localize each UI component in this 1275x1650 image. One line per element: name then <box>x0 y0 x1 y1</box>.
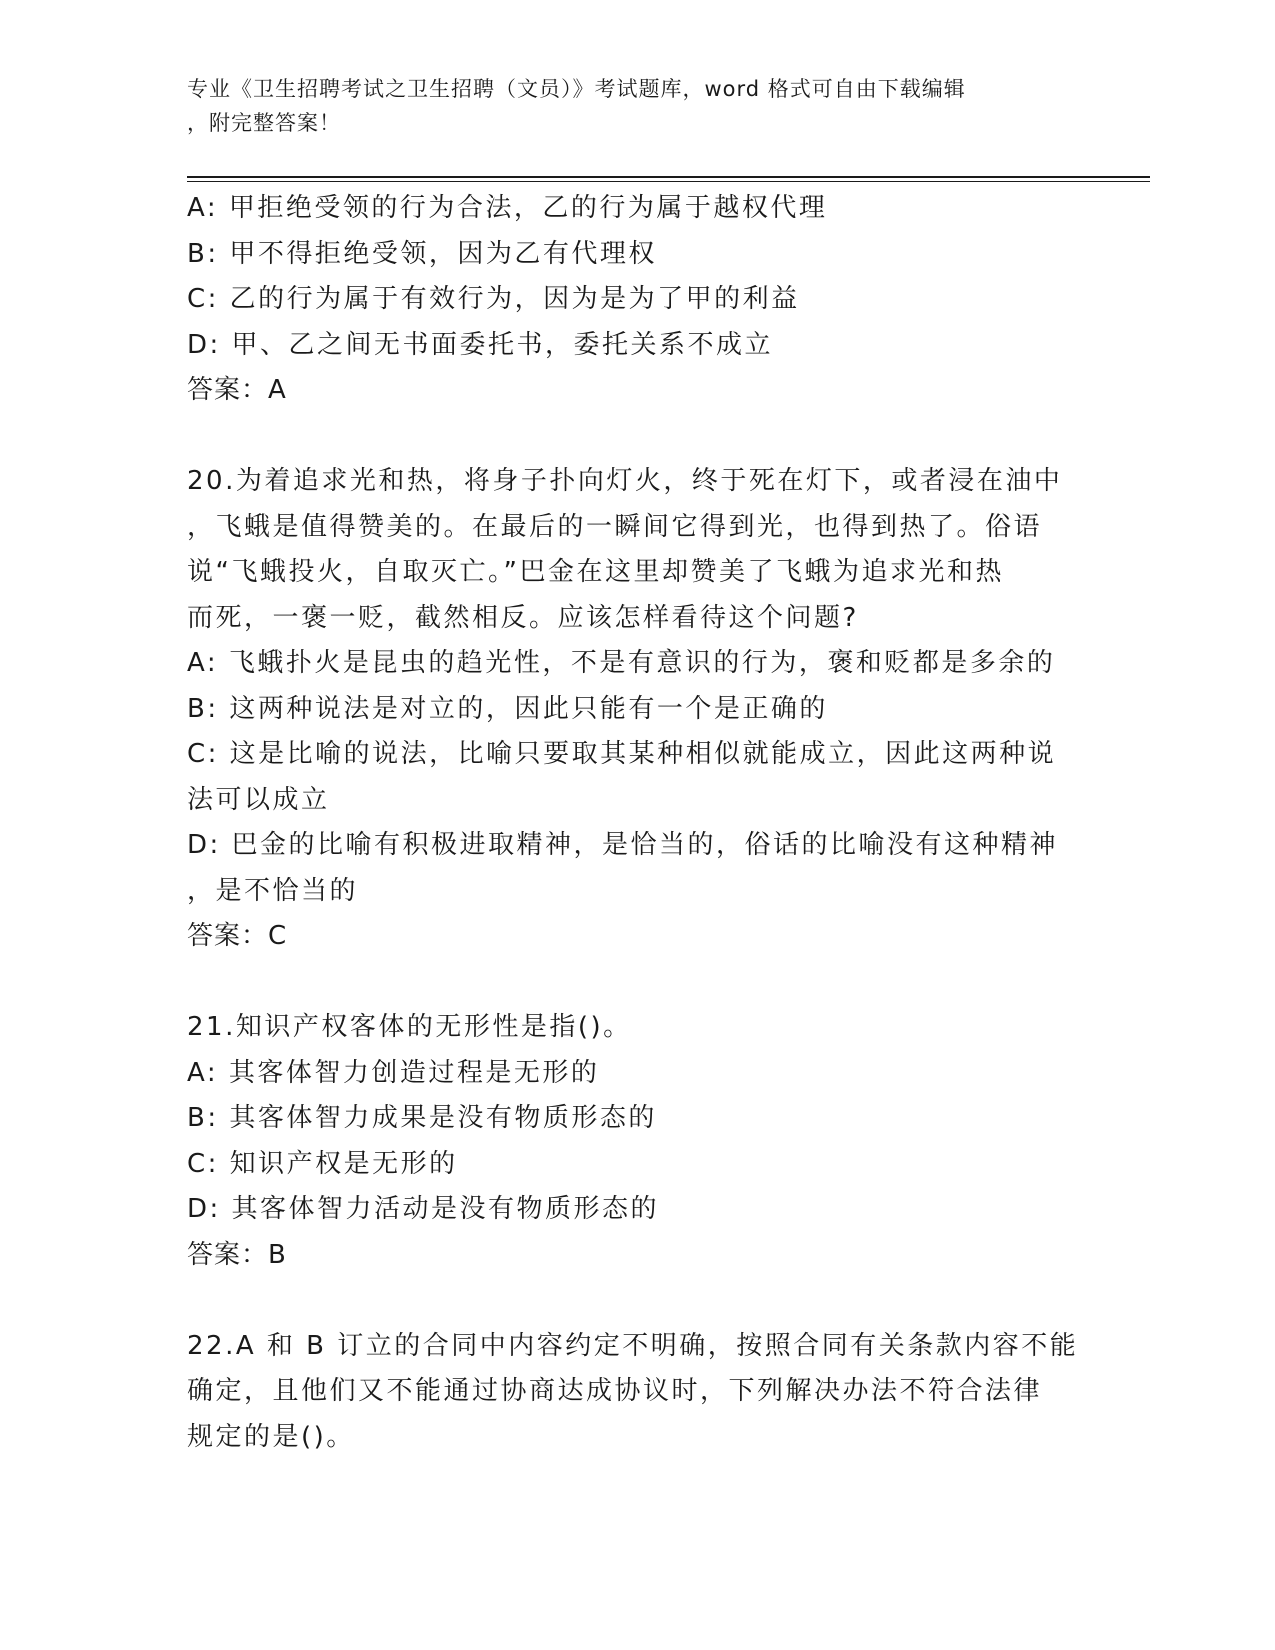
q19-answer: 答案：A <box>187 375 287 405</box>
question-19 <box>187 186 1087 414</box>
q20-option-d-line-2: ，是不恰当的 <box>187 875 359 906</box>
q21-option-a: A: 其客体智力创造过程是无形的 <box>187 1057 600 1088</box>
q21-answer: 答案：B <box>187 1239 287 1270</box>
spacer <box>187 1278 1087 1324</box>
q20-option-d-line-1: D: 巴金的比喻有积极进取精神，是恰当的，俗话的比喻没有这种精神 <box>187 830 1059 860</box>
header-title-line-1: 专业《卫生招聘考试之卫生招聘（文员）》考试题库，word 格式可自由下载编辑 <box>187 77 966 101</box>
q22-stem-line-3: 规定的是()。 <box>187 1421 355 1452</box>
q22-stem-line-2: 确定，且他们又不能通过协商达成协议时，下列解决办法不符合法律 <box>187 1376 1043 1406</box>
q21-option-c: C: 知识产权是无形的 <box>187 1148 458 1179</box>
q19-option-a: A: 甲拒绝受领的行为合法，乙的行为属于越权代理 <box>187 193 828 223</box>
q19-option-c: C: 乙的行为属于有效行为，因为是为了甲的利益 <box>187 284 800 314</box>
q21-option-b: B: 其客体智力成果是没有物质形态的 <box>187 1103 657 1133</box>
q20-answer: 答案：C <box>187 921 288 951</box>
q20-option-c-line-2: 法可以成立 <box>187 784 330 815</box>
question-20 <box>187 459 1087 960</box>
header-divider-thick <box>187 176 1150 178</box>
q21-option-d: D: 其客体智力活动是没有物质形态的 <box>187 1194 660 1224</box>
q20-option-a: A: 飞蛾扑火是昆虫的趋光性，不是有意识的行为，褒和贬都是多余的 <box>187 648 1056 678</box>
q20-stem-line-2: ，飞蛾是值得赞美的。在最后的一瞬间它得到光，也得到热了。俗语 <box>187 511 1043 542</box>
question-list <box>187 186 1087 1460</box>
question-21 <box>187 1005 1087 1278</box>
q20-option-c-line-1: C: 这是比喻的说法，比喻只要取其某种相似就能成立，因此这两种说 <box>187 739 1057 769</box>
spacer <box>187 960 1087 1006</box>
q19-option-d: D: 甲、乙之间无书面委托书，委托关系不成立 <box>187 329 774 360</box>
spacer <box>187 414 1087 460</box>
header-title-line-2: ，附完整答案！ <box>187 111 341 135</box>
q22-stem-line-1: 22.A 和 B 订立的合同中内容约定不明确，按照合同有关条款内容不能 <box>187 1330 1079 1361</box>
q20-stem-line-1: 20.为着追求光和热，将身子扑向灯火，终于死在灯下，或者浸在油中 <box>187 466 1063 496</box>
page-header <box>187 72 1067 140</box>
q19-option-b: B: 甲不得拒绝受领，因为乙有代理权 <box>187 238 657 269</box>
question-22 <box>187 1324 1087 1461</box>
header-divider-thin <box>187 181 1150 182</box>
q20-stem-line-4: 而死，一褒一贬，截然相反。应该怎样看待这个问题? <box>187 602 859 633</box>
q20-stem-line-3: 说“飞蛾投火，自取灭亡。”巴金在这里却赞美了飞蛾为追求光和热 <box>187 557 1004 587</box>
q21-stem: 21.知识产权客体的无形性是指()。 <box>187 1012 632 1042</box>
q20-option-b: B: 这两种说法是对立的，因此只能有一个是正确的 <box>187 693 828 724</box>
